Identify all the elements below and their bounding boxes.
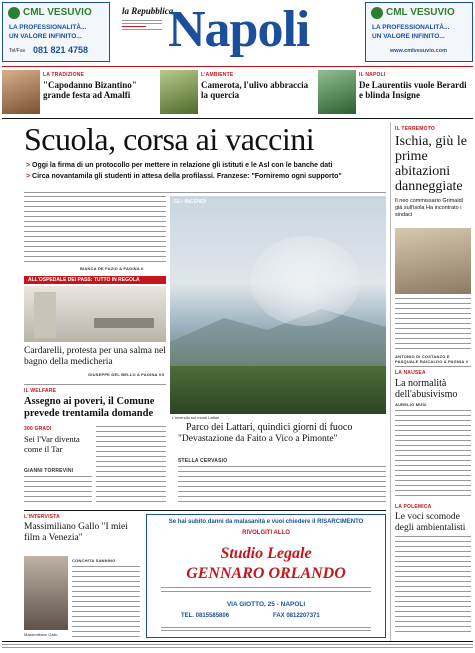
ad-line2: RIVOLGITI ALLO bbox=[242, 530, 290, 536]
interview-author: CONCHITA SANNINO bbox=[72, 558, 116, 563]
abus-kicker: LA NAUSEA bbox=[395, 370, 426, 376]
teaser-kicker-2: L'AMBIENTE bbox=[201, 72, 234, 78]
brevi-kicker-2: GIANNI TORREVINI bbox=[24, 468, 74, 474]
bullet-icon: > bbox=[26, 162, 31, 169]
welfare-rule bbox=[24, 384, 166, 385]
teaser-photo-1 bbox=[2, 70, 40, 114]
lead-author: BIANCA DE FAZIO A PAGINA II bbox=[80, 266, 144, 271]
teaser-kicker-1: LA TRADIZIONE bbox=[43, 72, 85, 78]
ospedale-author: GIUSEPPE DEL BELLO A PAGINA VII bbox=[88, 372, 165, 377]
brevi-body bbox=[24, 476, 92, 506]
teaser-photo-2 bbox=[160, 70, 198, 114]
left-ad-tag1: LA PROFESSIONALITÀ... bbox=[9, 24, 87, 31]
masthead-rule bbox=[2, 66, 473, 67]
ad-fine-print bbox=[161, 587, 371, 595]
interview-photo-caption: Massimiliano Gallo bbox=[24, 632, 58, 637]
ospedale-photo bbox=[24, 286, 166, 342]
interview-body bbox=[72, 566, 140, 638]
lawyer-ad[interactable] bbox=[146, 514, 386, 638]
logo-icon bbox=[8, 7, 20, 19]
stretcher-icon bbox=[94, 318, 154, 328]
trees-shape bbox=[170, 366, 386, 414]
teaser-title-3[interactable]: De Laurentiis vuole Berardi e blinda Insigne bbox=[359, 80, 467, 100]
polemica-title[interactable]: Le voci scomode degli ambientalisti bbox=[395, 512, 466, 533]
left-ad-tag2: UN VALORE INFINITO... bbox=[9, 33, 82, 40]
left-ad[interactable] bbox=[2, 2, 110, 62]
ospedale-title[interactable]: Cardarelli, protesta per una salma nel bagno della medicheria bbox=[24, 346, 166, 367]
right-ad-brand: CML VESUVIO bbox=[386, 7, 455, 18]
abus-author: AURELIO MUSI bbox=[395, 402, 427, 407]
ad-footer-line bbox=[161, 627, 371, 631]
terremoto-subtitle: Il neo commissario Grimaldi già sull'isola Ha incontrato i sindaci bbox=[395, 198, 463, 218]
right-divider bbox=[390, 122, 391, 642]
city-title: Napoli bbox=[168, 1, 310, 58]
abus-body bbox=[395, 410, 471, 498]
ad-name1: Studio Legale bbox=[220, 545, 312, 562]
left-ad-brand: CML VESUVIO bbox=[23, 7, 92, 18]
ad-address: VIA GIOTTO, 25 - NAPOLI bbox=[226, 601, 306, 608]
polemica-kicker: LA POLEMICA bbox=[395, 504, 432, 510]
fire-title[interactable]: Parco dei Lattari, quindici giorni di fuoco bbox=[186, 422, 353, 433]
lead-bullet-2-text: Circa novantamila gli studenti in attesa della profilassi. Franzese: "Forniremo ogni supporto" bbox=[32, 173, 342, 180]
abus-title[interactable]: La normalità dell'abusivismo bbox=[395, 378, 458, 400]
lead-rule bbox=[24, 192, 386, 193]
right-ad-tag2: UN VALORE INFINITO... bbox=[372, 33, 445, 40]
ospedale-kicker: ALL'OSPEDALE DEI PASS: TUTTO IN REGOLA bbox=[28, 277, 140, 283]
polemica-body bbox=[395, 536, 471, 636]
door-icon bbox=[34, 292, 56, 338]
terremoto-photo bbox=[395, 228, 471, 294]
photo-kicker: GLI INCENDI bbox=[174, 199, 207, 205]
abus-rule bbox=[395, 366, 471, 367]
paper-name: la Repubblica bbox=[122, 6, 174, 16]
teaser-title-2[interactable]: Camerota, l'ulivo abbraccia la quercia bbox=[201, 80, 309, 100]
smoke-shape bbox=[250, 236, 360, 326]
welfare-kicker: IL WELFARE bbox=[24, 388, 57, 394]
teaser-photo-3 bbox=[318, 70, 356, 114]
lead-bullet-1-text: Oggi la firma di un protocollo per mettere in relazione gli istituti e le Asl con le banche dati bbox=[32, 162, 333, 169]
logo-icon bbox=[371, 7, 383, 19]
ad-line1: Se hai subito danni da malasanità e vuoi chiedere il RISARCIMENTO bbox=[168, 519, 364, 525]
fire-kicker: STELLA CERVASIO bbox=[178, 458, 228, 464]
lead-title[interactable]: Scuola, corsa ai vaccini bbox=[24, 121, 315, 157]
left-ad-phone-label: Tel/Fax bbox=[9, 48, 26, 54]
terremoto-author: ANTONIO DI COSTANZO E PASQUALE RAICALDO A PAGINA V bbox=[395, 354, 469, 364]
fire-photo[interactable] bbox=[170, 196, 386, 414]
fire-body bbox=[178, 466, 386, 506]
teaser-kicker-3: IL NAPOLI bbox=[359, 72, 386, 78]
paper-meta bbox=[122, 18, 162, 38]
photo-caption: L'incendio sui monti Lattari bbox=[172, 415, 220, 420]
ad-fax: FAX 0812207371 bbox=[273, 613, 320, 619]
terremoto-title[interactable]: Ischia, giù le prime abitazioni danneggiate bbox=[395, 134, 467, 194]
terremoto-body bbox=[395, 298, 471, 350]
brevi-title-1[interactable]: Sei l'Var diventa come il Tar bbox=[24, 434, 80, 454]
brevi-kicker-1: 300 GRADI bbox=[24, 426, 52, 432]
right-ad-url[interactable]: www.cmlvesuvio.com bbox=[390, 48, 447, 54]
bullet-icon: > bbox=[26, 173, 31, 180]
teaser-title-1[interactable]: "Capodanno Bizantino" grande festa ad Amalfi bbox=[43, 80, 137, 100]
lead-bullet-1 bbox=[26, 161, 386, 170]
lead-body bbox=[24, 196, 166, 262]
lead-bullet-2 bbox=[26, 172, 386, 181]
interview-photo bbox=[24, 556, 68, 630]
welfare-body bbox=[96, 426, 166, 506]
interview-title[interactable]: Massimiliano Gallo "I miei film a Venezia" bbox=[24, 522, 128, 543]
ad-name2: GENNARO ORLANDO bbox=[186, 565, 346, 582]
teaser-rule bbox=[2, 118, 473, 119]
right-ad-tag1: LA PROFESSIONALITÀ... bbox=[372, 24, 450, 31]
right-ad[interactable] bbox=[365, 2, 473, 62]
interview-kicker: L'INTERVISTA bbox=[24, 514, 60, 520]
left-ad-phone: 081 821 4758 bbox=[33, 45, 89, 55]
terremoto-kicker: IL TERREMOTO bbox=[395, 126, 435, 132]
footer-fine-print bbox=[2, 644, 473, 650]
fire-subtitle[interactable]: "Devastazione da Faito a Vico a Pimonte" bbox=[178, 434, 338, 444]
ad-tel: TEL. 0815585806 bbox=[181, 613, 230, 619]
interview-rule bbox=[24, 510, 386, 511]
welfare-title[interactable]: Assegno ai poveri, il Comune prevede trentamila domande bbox=[24, 396, 155, 419]
footer-rule bbox=[2, 641, 473, 642]
